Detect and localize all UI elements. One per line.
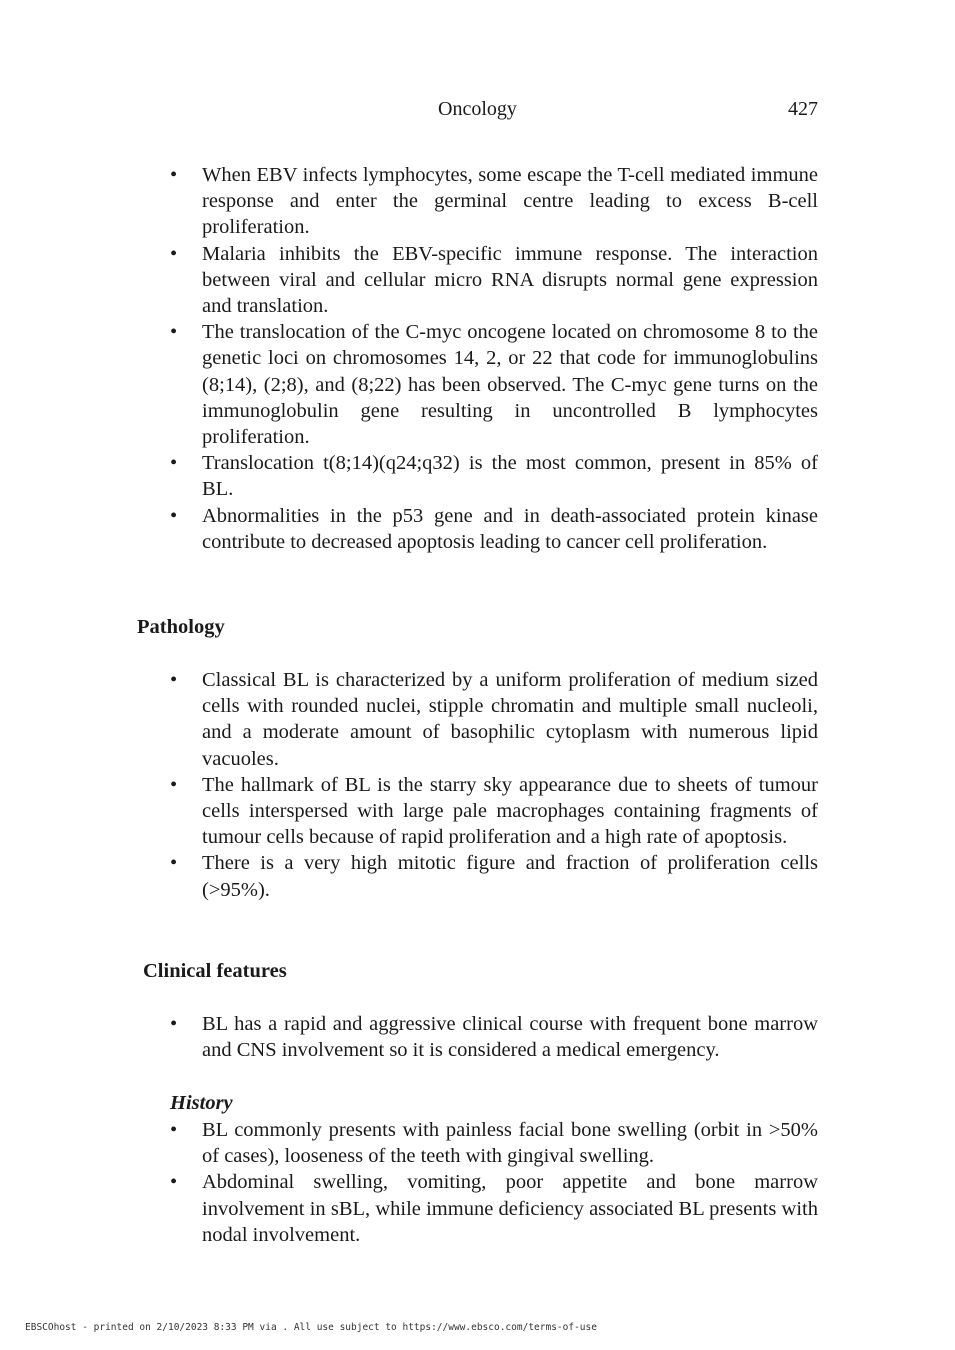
page-number: 427 xyxy=(788,98,818,120)
list-item xyxy=(170,241,818,320)
list-item-text: Abdominal swelling, vomiting, poor appetite and bone marrow involvement in sBL, while immune deficiency associated BL presents with nodal involvement. xyxy=(202,1171,818,1246)
pathology-bullet-list xyxy=(0,667,955,903)
running-header-title: Oncology xyxy=(438,98,517,120)
list-item-text: The translocation of the C-myc oncogene located on chromosome 8 to the genetic loci on chromosomes 14, 2, or 22 that code for immunoglobulins (8;14), (2;8), and (8;22) has been observed. The C-myc gene turns on the immunoglobulin gene resulting in uncontrolled B lymphocytes proliferation. xyxy=(202,321,818,449)
bullet-icon: • xyxy=(170,321,178,344)
bullet-icon: • xyxy=(170,1119,178,1141)
list-item xyxy=(170,1117,818,1169)
list-item-text: BL commonly presents with painless facial bone swelling (orbit in >50% of cases), looseness of the teeth with gingival swelling. xyxy=(202,1119,818,1168)
list-item xyxy=(170,503,818,555)
bullet-icon: • xyxy=(170,773,178,796)
bullet-icon: • xyxy=(170,669,178,691)
list-item xyxy=(170,162,818,241)
list-item xyxy=(170,450,818,502)
bullet-icon: • xyxy=(170,452,178,475)
list-item-text: Abnormalities in the p53 gene and in death-associated protein kinase contribute to decreased apoptosis leading to cancer cell proliferation. xyxy=(202,504,818,553)
clinical-bullet-list xyxy=(0,1011,955,1063)
bullet-icon: • xyxy=(170,504,178,527)
list-item xyxy=(170,1169,818,1248)
bullet-icon: • xyxy=(170,242,178,265)
list-item-text: Translocation t(8;14)(q24;q32) is the most common, present in 85% of BL. xyxy=(202,452,818,501)
list-item xyxy=(170,667,818,772)
list-item xyxy=(170,850,818,902)
history-subheading: History xyxy=(170,1092,233,1114)
history-bullet-list xyxy=(0,1117,955,1248)
bullet-icon: • xyxy=(170,1013,178,1035)
list-item-text: Classical BL is characterized by a uniform proliferation of medium sized cells with rounded nuclei, stipple chromatin and multiple small nucleoli, and a moderate amount of basophilic cytoplasm with numerous lipid vacuoles. xyxy=(202,669,818,770)
bullet-icon: • xyxy=(170,1171,178,1194)
list-item-text: When EBV infects lymphocytes, some escape the T-cell mediated immune response and enter the germinal centre leading to excess B-cell proliferation. xyxy=(202,164,818,239)
intro-bullet-list xyxy=(0,162,955,555)
list-item xyxy=(170,772,818,851)
list-item xyxy=(170,319,818,450)
bullet-icon: • xyxy=(170,164,178,186)
bullet-icon: • xyxy=(170,852,178,875)
list-item xyxy=(170,1011,818,1063)
list-item-text: There is a very high mitotic figure and fraction of proliferation cells (>95%). xyxy=(202,852,818,901)
pathology-heading: Pathology xyxy=(137,616,225,638)
list-item-text: Malaria inhibits the EBV-specific immune response. The interaction between viral and cellular micro RNA disrupts normal gene expression and translation. xyxy=(202,242,818,318)
clinical-features-heading: Clinical features xyxy=(143,960,287,982)
list-item-text: BL has a rapid and aggressive clinical course with frequent bone marrow and CNS involvement so it is considered a medical emergency. xyxy=(202,1013,818,1062)
ebsco-footer-notice: EBSCOhost - printed on 2/10/2023 8:33 PM via . All use subject to https://www.ebsco.com/terms-of-use xyxy=(25,1322,597,1333)
list-item-text: The hallmark of BL is the starry sky appearance due to sheets of tumour cells interspersed with large pale macrophages containing fragments of tumour cells because of rapid proliferation and a high rate of apoptosis. xyxy=(202,773,818,849)
